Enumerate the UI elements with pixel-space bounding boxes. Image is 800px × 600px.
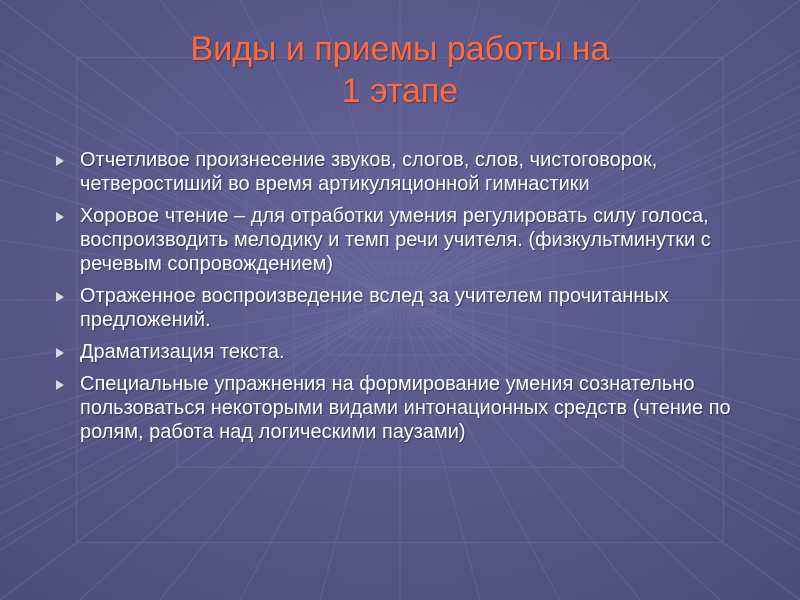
right-triangle-bullet-icon xyxy=(56,292,64,302)
bullet-text: Хоровое чтение – для отработки умения регулировать силу голоса, воспроизводить мелодику и темп речи учителя. (физкультминутки с речевым сопровождением) xyxy=(80,205,711,275)
slide-title xyxy=(60,28,740,112)
bullet-item xyxy=(52,284,772,332)
right-triangle-bullet-icon xyxy=(56,348,64,358)
bullet-item xyxy=(52,340,772,364)
bullet-text: Драматизация текста. xyxy=(80,341,285,363)
bullet-item xyxy=(52,204,772,276)
bullet-item xyxy=(52,148,772,196)
right-triangle-bullet-icon xyxy=(56,380,64,390)
bullet-list xyxy=(52,148,772,452)
bullet-text: Отчетливое произнесение звуков, слогов, слов, чистоговорок, четверостиший во время артикуляционной гимнастики xyxy=(80,149,658,195)
right-triangle-bullet-icon xyxy=(56,156,64,166)
right-triangle-bullet-icon xyxy=(56,212,64,222)
bullet-item xyxy=(52,372,772,444)
slide-title-line-1: Виды и приемы работы на xyxy=(190,30,610,68)
bullet-text: Отраженное воспроизведение вслед за учителем прочитанных предложений. xyxy=(80,285,669,331)
slide-title-line-2: 1 этапе xyxy=(341,72,459,110)
bullet-text: Специальные упражнения на формирование умения сознательно пользоваться некоторыми видами интонационных средств (чтение по ролям, работа над логическими паузами) xyxy=(80,373,731,443)
